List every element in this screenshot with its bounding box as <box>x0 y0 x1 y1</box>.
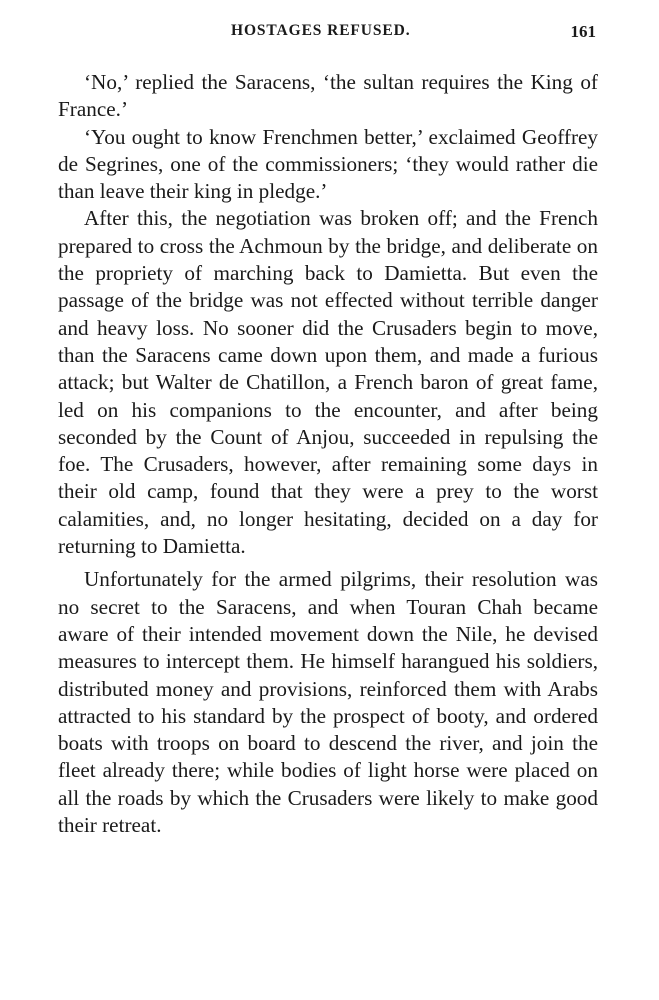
paragraph: ‘No,’ replied the Saracens, ‘the sultan requires the King of France.’ <box>58 70 598 122</box>
page-number: 161 <box>570 22 596 41</box>
paragraph: After this, the negotiation was broken off; and the French prepared to cross the Achmoun by the bridge, and deliberate on the propriety of marching back to Damietta. But even the passage of the bridge was not effected without terrible danger and heavy loss. No sooner did the Crusaders begin to move, than the Saracens came down upon them, and made a furious attack; but Walter de Chatillon, a French baron of great fame, led on his companions to the encounter, and after being seconded by the Count of Anjou, succeeded in repulsing the foe. The Crusaders, however, after remaining some days in their old camp, found that they were a prey to the worst calamities, and, no longer hesitating, decided on a day for returning to Damietta. <box>58 206 598 559</box>
body-text <box>58 69 598 839</box>
paragraph: ‘You ought to know Frenchmen better,’ exclaimed Geoffrey de Segrines, one of the commissioners; ‘they would rather die than leave their king in pledge.’ <box>58 124 598 204</box>
running-title: HOSTAGES REFUSED. <box>231 22 411 39</box>
paragraph: Unfortunately for the armed pilgrims, their resolution was no secret to the Saracens, and when Touran Chah became aware of their intended movement down the Nile, he devised measures to intercept them. He himself harangued his soldiers, distributed money and provisions, reinforced them with Arabs attracted to his standard by the prospect of booty, and ordered boats with troops on board to descend the river, and join the fleet already there; while bodies of light horse were placed on all the roads by which the Crusaders were likely to make good their retreat. <box>58 567 598 838</box>
running-head <box>88 22 596 46</box>
